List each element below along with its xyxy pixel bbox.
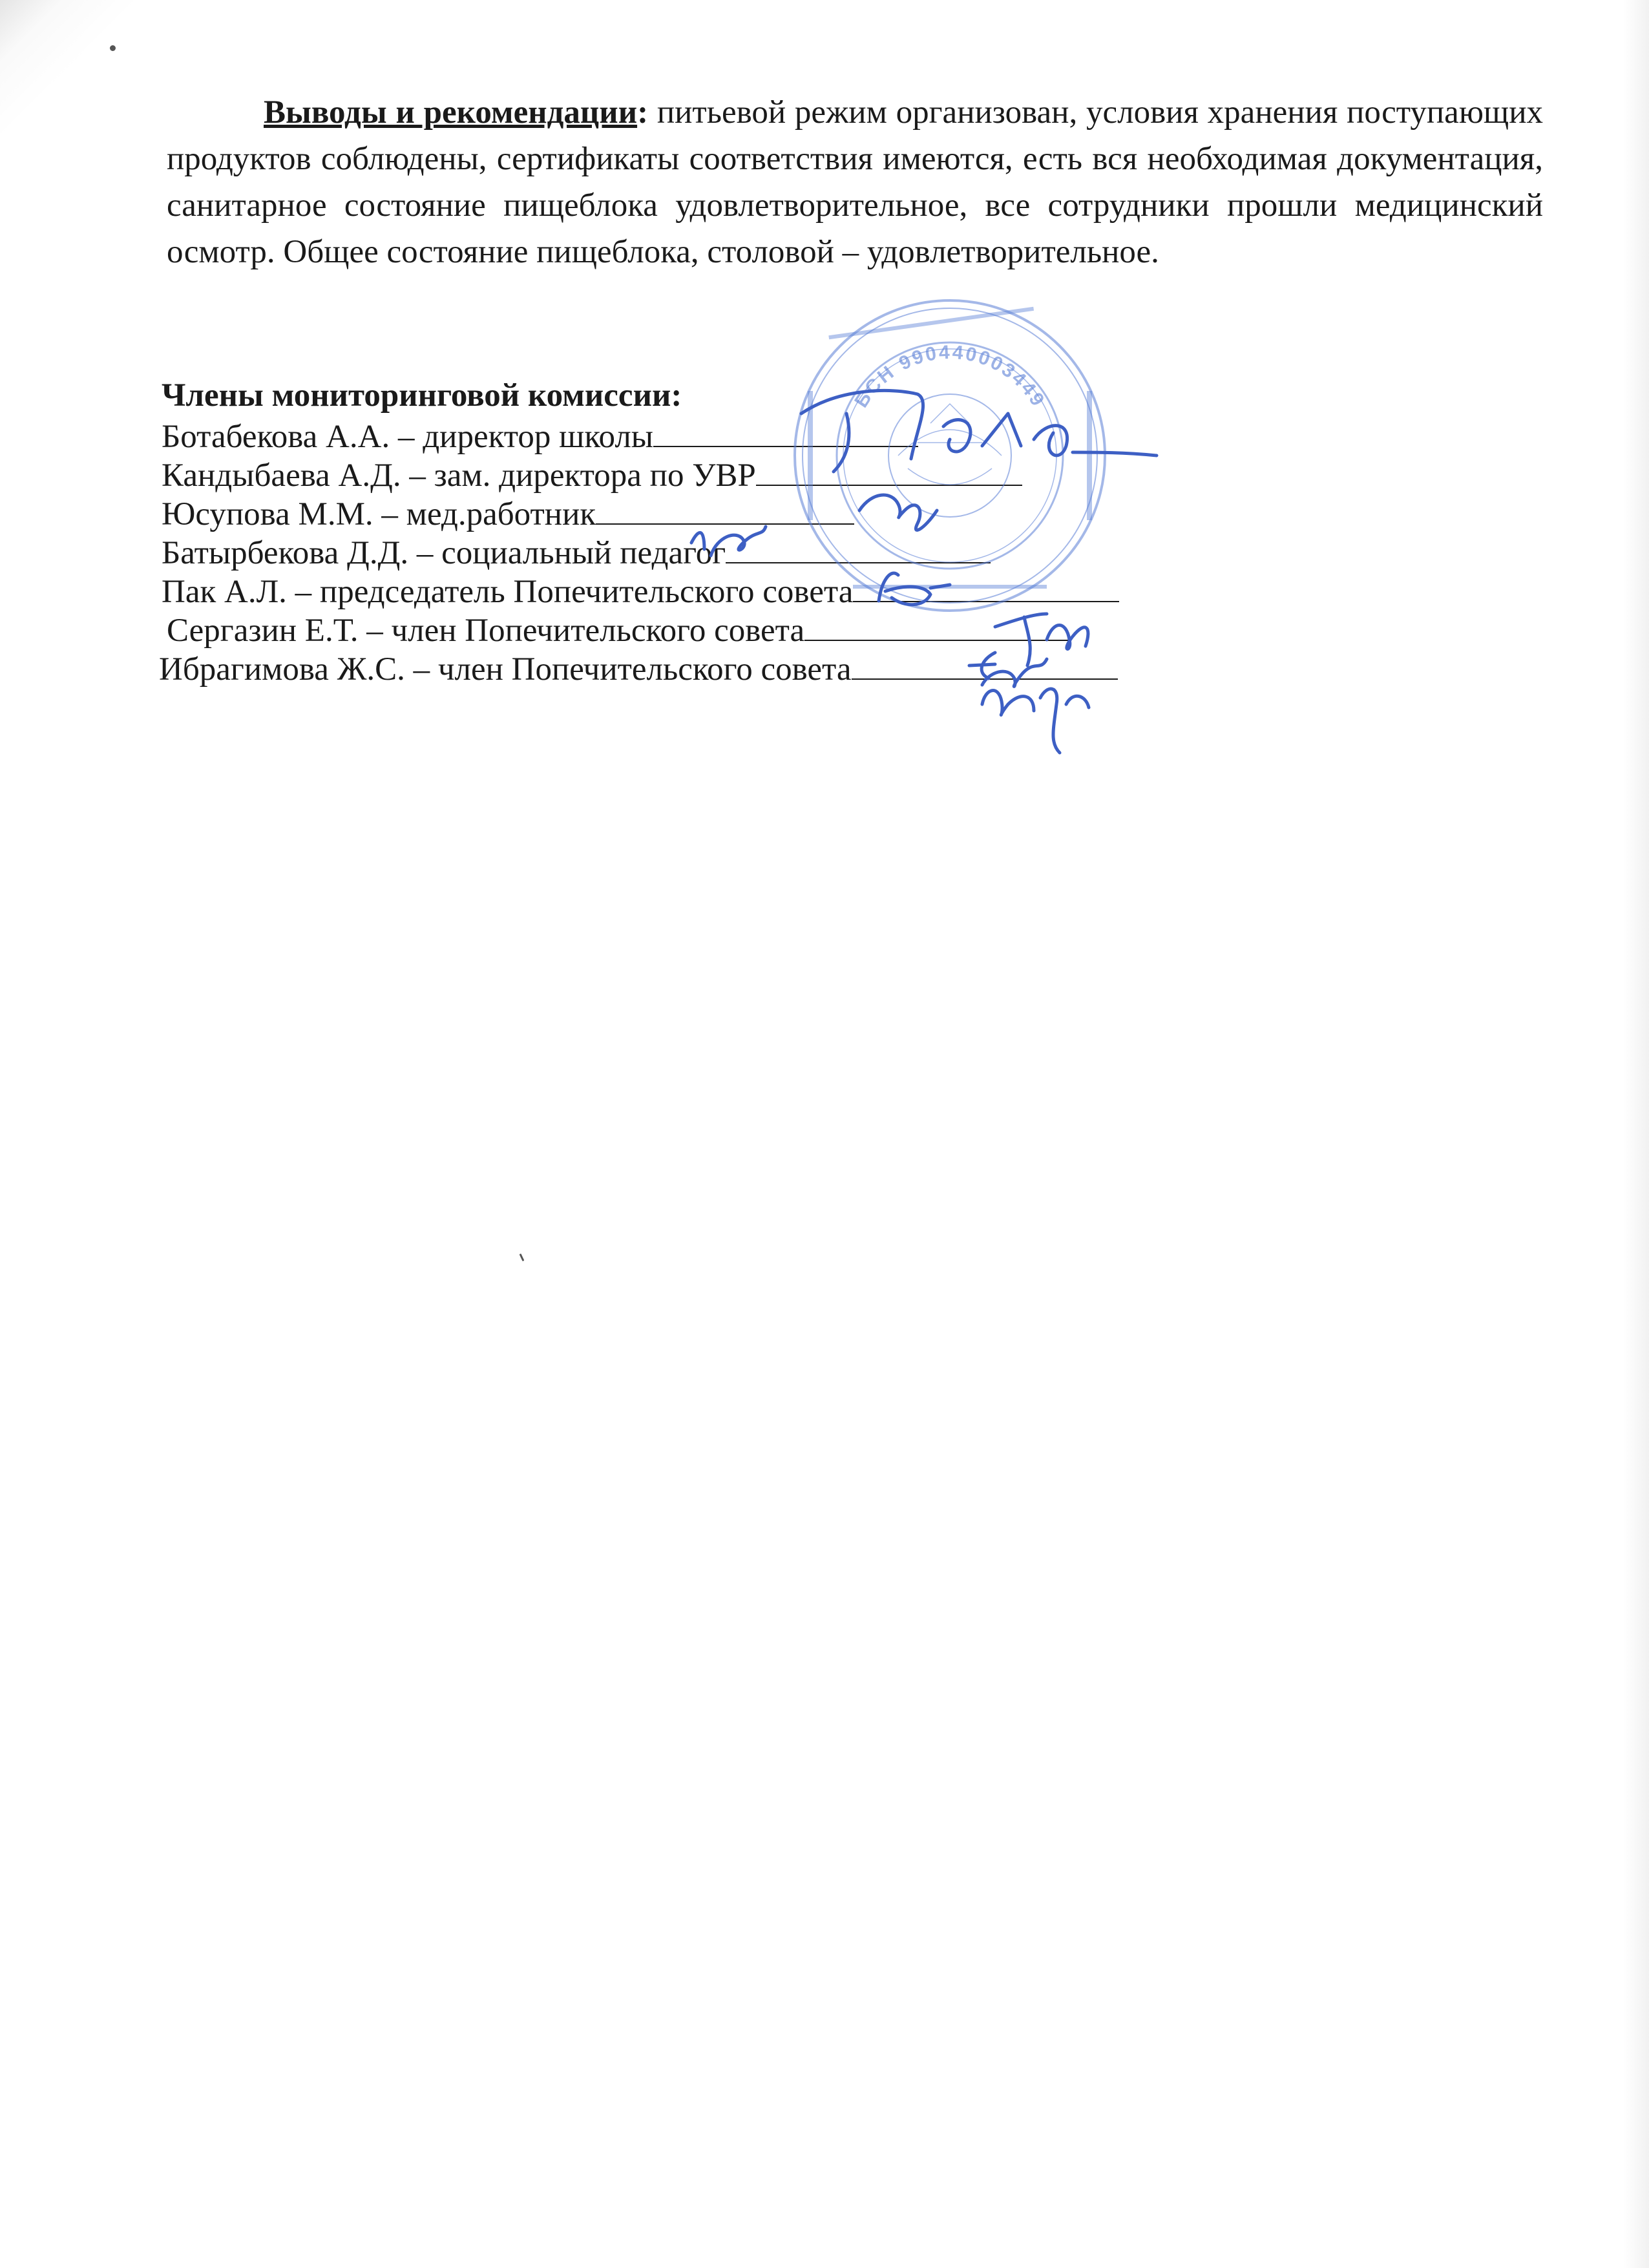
scan-shadow-right <box>1623 0 1649 2268</box>
scan-speck <box>110 45 116 51</box>
official-stamp <box>769 294 1131 617</box>
member-name: Ботабекова А.А. – директор школы <box>162 419 654 455</box>
scan-shadow-top-left <box>0 0 155 194</box>
scan-speck <box>520 1254 525 1261</box>
member-name: Пак А.Л. – председатель Попечительского совета <box>162 574 854 610</box>
member-row <box>162 611 1454 650</box>
member-name: Юсупова М.М. – мед.работник <box>162 496 596 532</box>
member-name: Батырбекова Д.Д. – социальный педагог <box>162 535 726 571</box>
member-name: Кандыбаева А.Д. – зам. директора по УВР <box>162 457 756 494</box>
member-name: Сергазин Е.Т. – член Попечительского совета <box>167 613 805 649</box>
stamp-bsn-text: БСН 990440003449 <box>850 341 1049 412</box>
member-name: Ибрагимова Ж.С. – член Попечительского совета <box>159 651 852 688</box>
member-row <box>159 650 1454 689</box>
conclusion-colon: : <box>637 94 649 131</box>
signature-ibragimova <box>982 689 1089 753</box>
conclusion-heading: Выводы и рекомендации <box>264 94 638 131</box>
members-title: Члены мониторинговой комиссии: <box>162 377 682 414</box>
conclusion-paragraph <box>167 89 1543 275</box>
signature-line <box>852 650 1118 680</box>
conclusion-text: питьевой режим организован, условия хранения поступающих продуктов соблюдены, сертификаты соответствия имеются, есть вся необходимая документация, санитарное состояние пищеблока удовлетворительное, все сотрудники прошли медицинский осмотр. Общее состояние пищеблока, столовой – удовлетворительное. <box>167 94 1543 270</box>
